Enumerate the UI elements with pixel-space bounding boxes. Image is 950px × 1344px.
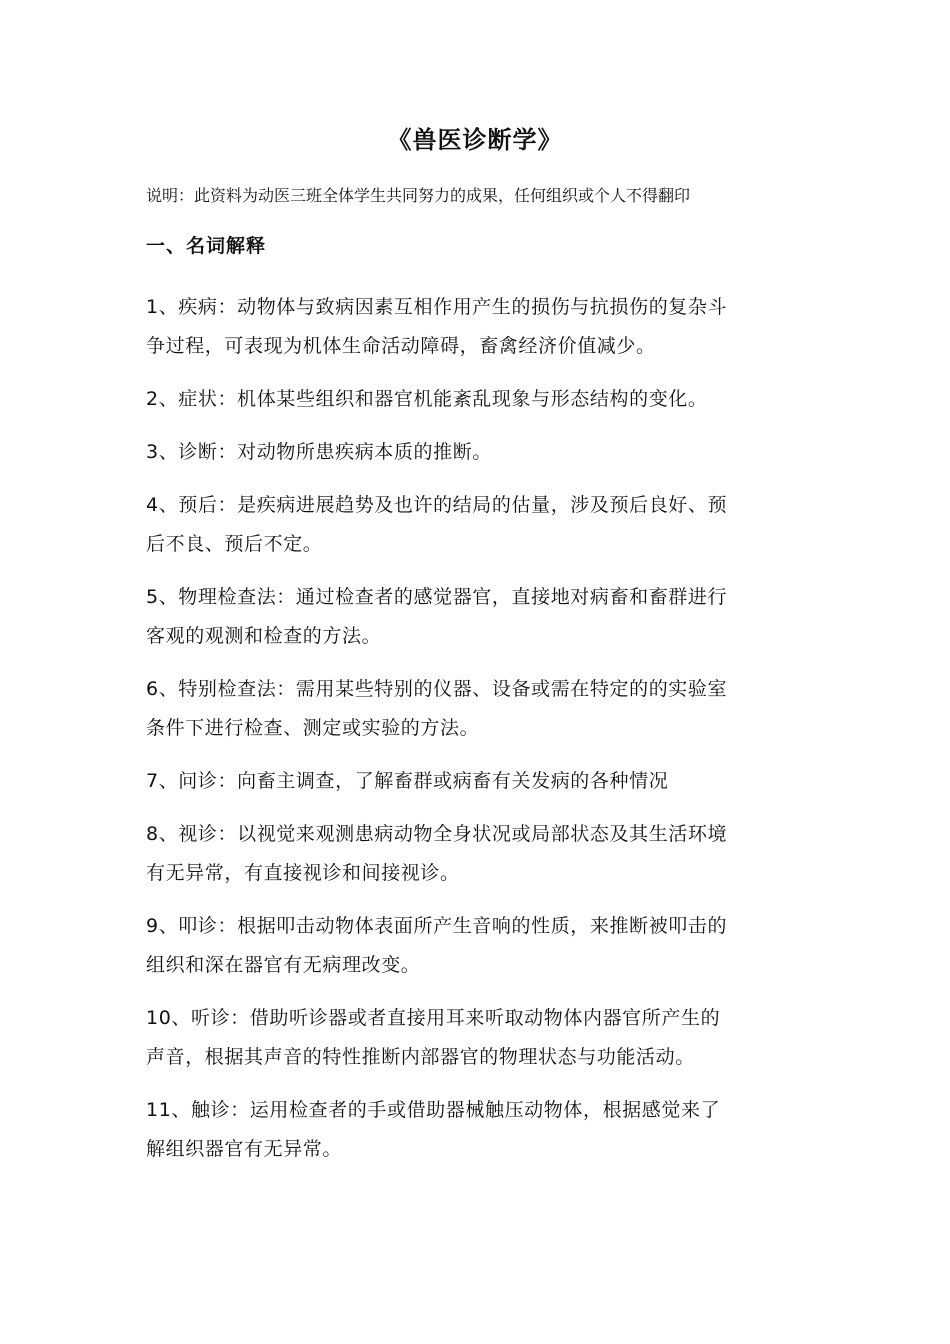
- term-item: [146, 815, 811, 893]
- term-line: 争过程，可表现为机体生命活动障碍，畜禽经济价值减少。: [146, 335, 656, 357]
- term-list: [146, 288, 811, 1183]
- term-line: 2、症状：机体某些组织和器官机能紊乱现象与形态结构的变化。: [146, 388, 708, 410]
- term-line: 声音，根据其声音的特性推断内部器官的物理状态与功能活动。: [146, 1046, 695, 1068]
- term-line: 客观的观测和检查的方法。: [146, 625, 382, 647]
- term-line: 后不良、预后不定。: [146, 533, 323, 555]
- term-line: 10、听诊：借助听诊器或者直接用耳来听取动物体内器官所产生的: [146, 1007, 721, 1029]
- term-line: 7、问诊：向畜主调查，了解畜群或病畜有关发病的各种情况: [146, 770, 669, 792]
- term-item: [146, 380, 811, 419]
- term-line: 6、特别检查法：需用某些特别的仪器、设备或需在特定的的实验室: [146, 678, 728, 700]
- term-item: [146, 486, 811, 564]
- term-line: 有无异常，有直接视诊和间接视诊。: [146, 862, 460, 884]
- term-line: 8、视诊：以视觉来观测患病动物全身状况或局部状态及其生活环境: [146, 823, 728, 845]
- term-item: [146, 999, 811, 1077]
- term-item: [146, 578, 811, 656]
- document-note: 说明：此资料为动医三班全体学生共同努力的成果，任何组织或个人不得翻印: [146, 186, 691, 205]
- term-item: [146, 288, 811, 366]
- term-line: 5、物理检查法：通过检查者的感觉器官，直接地对病畜和畜群进行: [146, 586, 728, 608]
- term-line: 组织和深在器官有无病理改变。: [146, 954, 421, 976]
- term-item: [146, 907, 811, 985]
- term-line: 9、叩诊：根据叩击动物体表面所产生音响的性质，来推断被叩击的: [146, 915, 728, 937]
- section-heading: 一、名词解释: [146, 235, 267, 257]
- term-item: [146, 670, 811, 748]
- term-line: 条件下进行检查、测定或实验的方法。: [146, 717, 480, 739]
- term-item: [146, 433, 811, 472]
- term-line: 11、触诊：运用检查者的手或借助器械触压动物体，根据感觉来了: [146, 1099, 721, 1121]
- term-line: 解组织器官有无异常。: [146, 1138, 343, 1160]
- document-title: 《兽医诊断学》: [387, 126, 563, 154]
- term-line: 1、疾病：动物体与致病因素互相作用产生的损伤与抗损伤的复杂斗: [146, 296, 728, 318]
- term-line: 4、预后：是疾病进展趋势及也许的结局的估量，涉及预后良好、预: [146, 494, 728, 516]
- term-line: 3、诊断：对动物所患疾病本质的推断。: [146, 441, 492, 463]
- term-item: [146, 1091, 811, 1169]
- term-item: [146, 762, 811, 801]
